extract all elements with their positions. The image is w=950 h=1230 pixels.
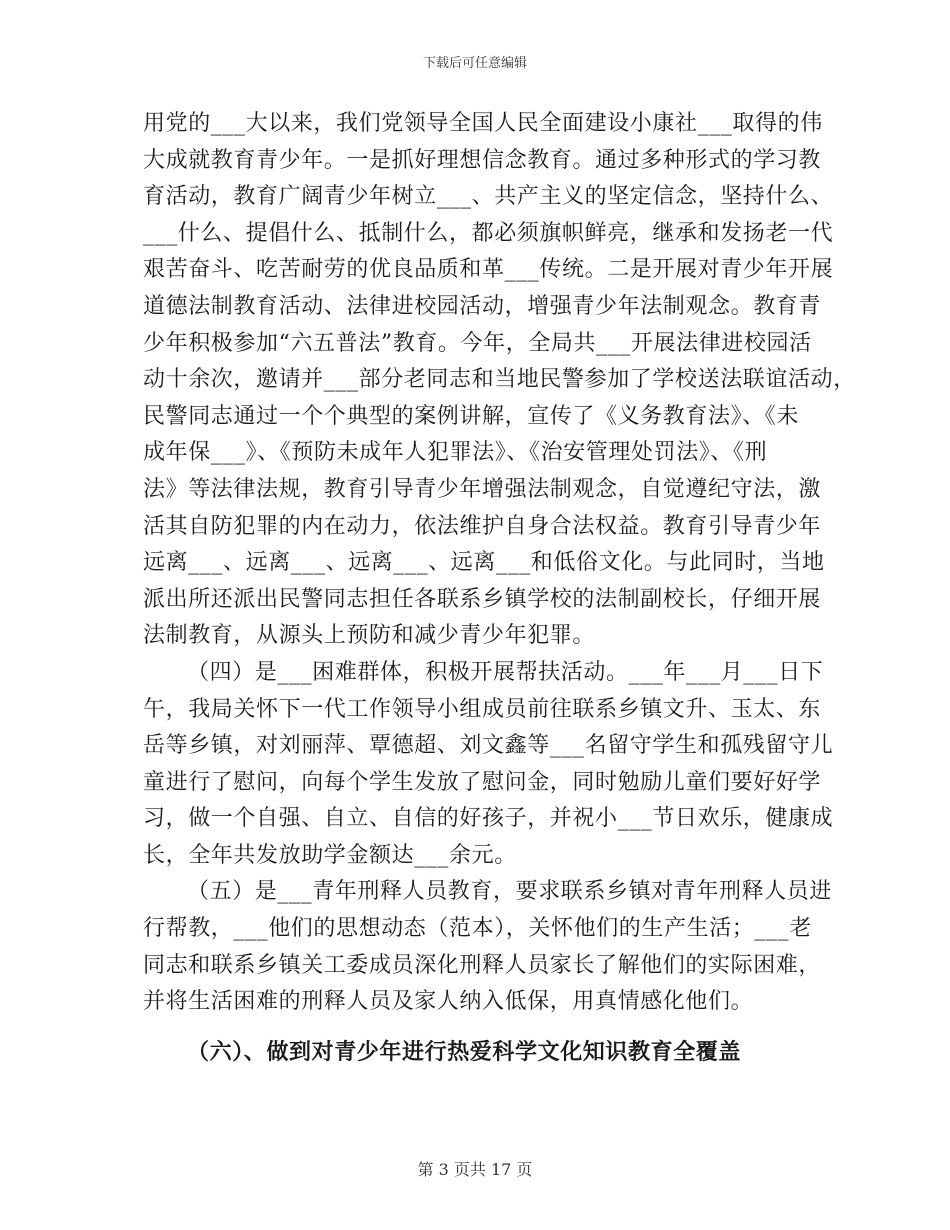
body-line: 用党的___大以来，我们党领导全国人民全面建设小康社___取得的伟: [143, 111, 823, 136]
body-line: 少年积极参加“六五普法”教育。今年，全局共___开展法律进校园活: [143, 330, 812, 356]
body-line: 艰苦奋斗、吃苦耐劳的优良品质和革___传统。二是开展对青少年开展: [143, 257, 834, 283]
page-header: 下载后可任意编辑: [422, 56, 527, 71]
body-text: [143, 106, 856, 1021]
body-line: 同志和联系乡镇关工委成员深化刑释人员家长了解他们的实际困难，: [143, 952, 822, 978]
paragraph-start-line: （四）是___困难群体，积极开展帮扶活动。___年___月___日下: [187, 659, 824, 685]
body-line: 动十余次，邀请并___部分老同志和当地民警参加了学校送法联谊活动，: [143, 367, 856, 393]
body-line: 成年保___》、《预防未成年人犯罪法》、《治安管理处罚法》、《刑: [143, 440, 768, 466]
body-line: 岳等乡镇，对刘丽萍、覃德超、刘文鑫等___名留守学生和孤残留守儿: [143, 733, 834, 759]
body-line: 习，做一个自强、自立、自信的好孩子，并祝小___节日欢乐，健康成: [143, 806, 834, 832]
paragraph-start-line: （五）是___青年刑释人员教育，要求联系乡镇对青年刑释人员进: [187, 879, 833, 905]
body-line: 童进行了慰问，向每个学生发放了慰问金，同时勉励儿童们要好好学: [143, 769, 822, 795]
body-line: 并将生活困难的刑释人员及家人纳入低保，用真情感化他们。: [143, 989, 754, 1015]
body-line: ___什么、提倡什么、抵制什么，都必须旗帜鲜亮，继承和发扬老一代: [143, 220, 834, 246]
body-line: 法》等法律法规，教育引导青少年增强法制观念，自觉遵纪守法，激: [143, 476, 822, 502]
section-heading: （六）、做到对青少年进行热爱科学文化知识教育全覆盖: [187, 1040, 742, 1065]
body-line: 大成就教育青少年。一是抓好理想信念教育。通过多种形式的学习教: [143, 147, 822, 173]
body-line: 远离___、远离___、远离___、远离___和低俗文化。与此同时，当地: [143, 550, 825, 576]
body-line: 民警同志通过一个个典型的案例讲解，宣传了《义务教育法》、《未: [143, 403, 800, 429]
body-line: 道德法制教育活动、法律进校园活动，增强青少年法制观念。教育青: [143, 293, 822, 319]
body-line: 育活动，教育广阔青少年树立___、共产主义的坚定信念，坚持什么、: [143, 184, 834, 210]
body-line: 活其自防犯罪的内在动力，依法维护自身合法权益。教育引导青少年: [143, 513, 822, 539]
body-line: 派出所还派出民警同志担任各联系乡镇学校的法制副校长，仔细开展: [143, 586, 822, 612]
page-number-footer: 第 3 页共 17 页: [417, 1160, 533, 1179]
body-line: 长，全年共发放助学金额达___余元。: [143, 842, 517, 868]
body-line: 行帮教，___他们的思想动态（范本），关怀他们的生产生活；___老: [143, 916, 812, 942]
body-line: 午，我局关怀下一代工作领导小组成员前往联系乡镇文升、玉太、东: [143, 696, 822, 722]
body-line: 法制教育，从源头上预防和减少青少年犯罪。: [143, 623, 596, 649]
